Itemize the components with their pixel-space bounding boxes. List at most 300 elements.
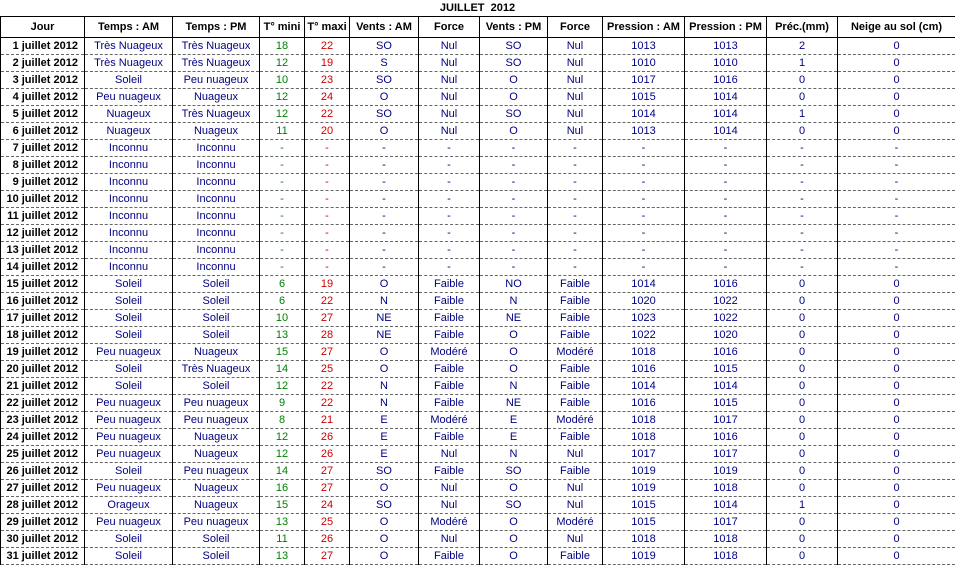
weather-table bbox=[0, 17, 955, 565]
pressure-am-cell: 1015 bbox=[603, 513, 685, 530]
force-pm-cell: Faible bbox=[548, 360, 603, 377]
force-pm-cell: Nul bbox=[548, 445, 603, 462]
weather-am-cell: Inconnu bbox=[85, 173, 173, 190]
table-row bbox=[1, 224, 955, 241]
force-am-cell: Nul bbox=[419, 530, 480, 547]
temp-min-cell: 13 bbox=[260, 326, 305, 343]
temp-min-cell: - bbox=[260, 156, 305, 173]
force-pm-cell: Nul bbox=[548, 479, 603, 496]
temp-max-cell: 27 bbox=[305, 547, 350, 564]
wind-am-cell: O bbox=[350, 530, 419, 547]
pressure-pm-cell: 1017 bbox=[685, 445, 767, 462]
pressure-pm-cell: 1017 bbox=[685, 513, 767, 530]
temp-max-cell: - bbox=[305, 139, 350, 156]
pressure-am-cell: - bbox=[603, 258, 685, 275]
weather-am-cell: Soleil bbox=[85, 547, 173, 564]
table-row bbox=[1, 122, 955, 139]
date-cell: 15 juillet 2012 bbox=[1, 275, 85, 292]
wind-pm-cell: N bbox=[480, 377, 548, 394]
force-pm-cell: Faible bbox=[548, 292, 603, 309]
weather-am-cell: Peu nuageux bbox=[85, 445, 173, 462]
pressure-am-cell: - bbox=[603, 156, 685, 173]
pressure-am-cell: 1017 bbox=[603, 71, 685, 88]
temp-min-cell: 12 bbox=[260, 445, 305, 462]
header-vents-am: Vents : AM bbox=[350, 17, 419, 37]
temp-min-cell: - bbox=[260, 258, 305, 275]
pressure-am-cell: 1022 bbox=[603, 326, 685, 343]
snow-cell: 0 bbox=[838, 275, 955, 292]
weather-pm-cell: Soleil bbox=[173, 326, 260, 343]
temp-max-cell: 25 bbox=[305, 360, 350, 377]
weather-am-cell: Nuageux bbox=[85, 122, 173, 139]
force-am-cell: Faible bbox=[419, 292, 480, 309]
snow-cell: 0 bbox=[838, 292, 955, 309]
force-am-cell: - bbox=[419, 139, 480, 156]
sheet-title: JUILLET 2012 bbox=[0, 0, 955, 17]
pressure-pm-cell: - bbox=[685, 139, 767, 156]
precip-cell: 0 bbox=[767, 547, 838, 564]
weather-pm-cell: Très Nuageux bbox=[173, 54, 260, 71]
pressure-am-cell: 1019 bbox=[603, 547, 685, 564]
wind-pm-cell: O bbox=[480, 530, 548, 547]
wind-am-cell: - bbox=[350, 258, 419, 275]
table-row bbox=[1, 156, 955, 173]
pressure-pm-cell: 1014 bbox=[685, 377, 767, 394]
force-pm-cell: - bbox=[548, 241, 603, 258]
weather-am-cell: Inconnu bbox=[85, 258, 173, 275]
weather-pm-cell: Soleil bbox=[173, 530, 260, 547]
date-cell: 21 juillet 2012 bbox=[1, 377, 85, 394]
date-cell: 26 juillet 2012 bbox=[1, 462, 85, 479]
weather-am-cell: Soleil bbox=[85, 275, 173, 292]
force-am-cell: Faible bbox=[419, 547, 480, 564]
pressure-am-cell: 1018 bbox=[603, 530, 685, 547]
precip-cell: 1 bbox=[767, 54, 838, 71]
temp-min-cell: 18 bbox=[260, 37, 305, 54]
pressure-am-cell: - bbox=[603, 224, 685, 241]
precip-cell: 0 bbox=[767, 513, 838, 530]
force-am-cell: - bbox=[419, 173, 480, 190]
wind-am-cell: - bbox=[350, 173, 419, 190]
weather-am-cell: Soleil bbox=[85, 530, 173, 547]
temp-min-cell: - bbox=[260, 173, 305, 190]
snow-cell: 0 bbox=[838, 122, 955, 139]
force-am-cell: Nul bbox=[419, 445, 480, 462]
date-cell: 17 juillet 2012 bbox=[1, 309, 85, 326]
snow-cell: 0 bbox=[838, 377, 955, 394]
precip-cell: 0 bbox=[767, 377, 838, 394]
date-cell: 19 juillet 2012 bbox=[1, 343, 85, 360]
temp-min-cell: 12 bbox=[260, 88, 305, 105]
force-pm-cell: Nul bbox=[548, 105, 603, 122]
force-am-cell: - bbox=[419, 190, 480, 207]
force-am-cell: - bbox=[419, 207, 480, 224]
force-am-cell: Modéré bbox=[419, 513, 480, 530]
precip-cell: 0 bbox=[767, 292, 838, 309]
table-row bbox=[1, 360, 955, 377]
force-am-cell: Nul bbox=[419, 479, 480, 496]
weather-am-cell: Inconnu bbox=[85, 224, 173, 241]
force-pm-cell: Nul bbox=[548, 37, 603, 54]
pressure-pm-cell: 1016 bbox=[685, 71, 767, 88]
wind-pm-cell: E bbox=[480, 428, 548, 445]
pressure-am-cell: 1020 bbox=[603, 292, 685, 309]
wind-pm-cell: SO bbox=[480, 37, 548, 54]
wind-pm-cell: O bbox=[480, 343, 548, 360]
pressure-pm-cell: 1014 bbox=[685, 122, 767, 139]
force-am-cell: Nul bbox=[419, 54, 480, 71]
wind-pm-cell: N bbox=[480, 445, 548, 462]
wind-pm-cell: - bbox=[480, 173, 548, 190]
pressure-pm-cell: 1019 bbox=[685, 462, 767, 479]
force-am-cell: Nul bbox=[419, 71, 480, 88]
header-temps-am: Temps : AM bbox=[85, 17, 173, 37]
precip-cell: 0 bbox=[767, 326, 838, 343]
force-pm-cell: Modéré bbox=[548, 343, 603, 360]
temp-max-cell: 26 bbox=[305, 445, 350, 462]
temp-min-cell: 14 bbox=[260, 462, 305, 479]
pressure-pm-cell: 1022 bbox=[685, 309, 767, 326]
snow-cell: 0 bbox=[838, 428, 955, 445]
weather-pm-cell: Inconnu bbox=[173, 224, 260, 241]
temp-min-cell: - bbox=[260, 241, 305, 258]
wind-pm-cell: O bbox=[480, 122, 548, 139]
weather-pm-cell: Inconnu bbox=[173, 258, 260, 275]
wind-pm-cell: SO bbox=[480, 105, 548, 122]
weather-am-cell: Inconnu bbox=[85, 139, 173, 156]
pressure-am-cell: - bbox=[603, 241, 685, 258]
pressure-pm-cell: 1022 bbox=[685, 292, 767, 309]
wind-pm-cell: SO bbox=[480, 496, 548, 513]
snow-cell: 0 bbox=[838, 343, 955, 360]
force-am-cell: Faible bbox=[419, 394, 480, 411]
wind-am-cell: O bbox=[350, 122, 419, 139]
temp-min-cell: 15 bbox=[260, 343, 305, 360]
force-pm-cell: - bbox=[548, 207, 603, 224]
snow-cell: 0 bbox=[838, 37, 955, 54]
table-row bbox=[1, 513, 955, 530]
weather-pm-cell: Nuageux bbox=[173, 343, 260, 360]
header-temps-pm: Temps : PM bbox=[173, 17, 260, 37]
pressure-pm-cell: - bbox=[685, 190, 767, 207]
temp-max-cell: - bbox=[305, 241, 350, 258]
pressure-pm-cell: - bbox=[685, 224, 767, 241]
precip-cell: - bbox=[767, 258, 838, 275]
pressure-pm-cell: - bbox=[685, 173, 767, 190]
date-cell: 7 juillet 2012 bbox=[1, 139, 85, 156]
pressure-pm-cell: - bbox=[685, 241, 767, 258]
weather-pm-cell: Soleil bbox=[173, 377, 260, 394]
weather-pm-cell: Nuageux bbox=[173, 122, 260, 139]
weather-pm-cell: Inconnu bbox=[173, 190, 260, 207]
temp-min-cell: - bbox=[260, 190, 305, 207]
temp-min-cell: 10 bbox=[260, 309, 305, 326]
temp-max-cell: 26 bbox=[305, 428, 350, 445]
force-pm-cell: - bbox=[548, 258, 603, 275]
temp-max-cell: 22 bbox=[305, 377, 350, 394]
precip-cell: 0 bbox=[767, 122, 838, 139]
weather-am-cell: Inconnu bbox=[85, 241, 173, 258]
weather-am-cell: Très Nuageux bbox=[85, 37, 173, 54]
pressure-am-cell: 1018 bbox=[603, 428, 685, 445]
precip-cell: 0 bbox=[767, 445, 838, 462]
pressure-pm-cell: 1015 bbox=[685, 394, 767, 411]
wind-pm-cell: SO bbox=[480, 462, 548, 479]
temp-min-cell: 14 bbox=[260, 360, 305, 377]
pressure-pm-cell: 1013 bbox=[685, 37, 767, 54]
wind-pm-cell: O bbox=[480, 88, 548, 105]
weather-am-cell: Soleil bbox=[85, 377, 173, 394]
force-pm-cell: Nul bbox=[548, 122, 603, 139]
table-row bbox=[1, 241, 955, 258]
wind-am-cell: SO bbox=[350, 37, 419, 54]
pressure-pm-cell: 1016 bbox=[685, 343, 767, 360]
temp-min-cell: 9 bbox=[260, 394, 305, 411]
temp-min-cell: 12 bbox=[260, 105, 305, 122]
force-pm-cell: Modéré bbox=[548, 411, 603, 428]
force-am-cell: - bbox=[419, 156, 480, 173]
weather-am-cell: Inconnu bbox=[85, 190, 173, 207]
precip-cell: 1 bbox=[767, 496, 838, 513]
date-cell: 27 juillet 2012 bbox=[1, 479, 85, 496]
weather-am-cell: Inconnu bbox=[85, 156, 173, 173]
snow-cell: - bbox=[838, 190, 955, 207]
date-cell: 5 juillet 2012 bbox=[1, 105, 85, 122]
wind-am-cell: E bbox=[350, 411, 419, 428]
weather-pm-cell: Inconnu bbox=[173, 241, 260, 258]
snow-cell: 0 bbox=[838, 479, 955, 496]
wind-am-cell: N bbox=[350, 292, 419, 309]
wind-pm-cell: - bbox=[480, 139, 548, 156]
snow-cell: 0 bbox=[838, 88, 955, 105]
force-pm-cell: Faible bbox=[548, 428, 603, 445]
weather-am-cell: Soleil bbox=[85, 71, 173, 88]
temp-max-cell: 22 bbox=[305, 292, 350, 309]
weather-pm-cell: Inconnu bbox=[173, 173, 260, 190]
weather-am-cell: Nuageux bbox=[85, 105, 173, 122]
temp-max-cell: 28 bbox=[305, 326, 350, 343]
wind-am-cell: - bbox=[350, 156, 419, 173]
temp-min-cell: 8 bbox=[260, 411, 305, 428]
force-am-cell: Modéré bbox=[419, 411, 480, 428]
temp-max-cell: 27 bbox=[305, 343, 350, 360]
force-am-cell: Nul bbox=[419, 122, 480, 139]
pressure-pm-cell: - bbox=[685, 258, 767, 275]
pressure-am-cell: - bbox=[603, 190, 685, 207]
precip-cell: - bbox=[767, 207, 838, 224]
snow-cell: 0 bbox=[838, 309, 955, 326]
snow-cell: - bbox=[838, 139, 955, 156]
precip-cell: 0 bbox=[767, 394, 838, 411]
date-cell: 12 juillet 2012 bbox=[1, 224, 85, 241]
force-pm-cell: Faible bbox=[548, 462, 603, 479]
force-am-cell: Nul bbox=[419, 88, 480, 105]
table-row bbox=[1, 54, 955, 71]
wind-am-cell: - bbox=[350, 224, 419, 241]
snow-cell: 0 bbox=[838, 71, 955, 88]
temp-max-cell: 27 bbox=[305, 462, 350, 479]
force-pm-cell: Nul bbox=[548, 496, 603, 513]
force-pm-cell: Nul bbox=[548, 88, 603, 105]
wind-pm-cell: NO bbox=[480, 275, 548, 292]
snow-cell: 0 bbox=[838, 530, 955, 547]
weather-am-cell: Peu nuageux bbox=[85, 428, 173, 445]
wind-pm-cell: - bbox=[480, 156, 548, 173]
table-row bbox=[1, 105, 955, 122]
pressure-pm-cell: 1014 bbox=[685, 496, 767, 513]
wind-am-cell: O bbox=[350, 479, 419, 496]
wind-am-cell: - bbox=[350, 139, 419, 156]
temp-min-cell: 12 bbox=[260, 428, 305, 445]
force-am-cell: Faible bbox=[419, 309, 480, 326]
table-row bbox=[1, 530, 955, 547]
date-cell: 4 juillet 2012 bbox=[1, 88, 85, 105]
precip-cell: 1 bbox=[767, 105, 838, 122]
force-pm-cell: Nul bbox=[548, 530, 603, 547]
precip-cell: 0 bbox=[767, 343, 838, 360]
temp-min-cell: 12 bbox=[260, 54, 305, 71]
force-pm-cell: - bbox=[548, 173, 603, 190]
pressure-am-cell: 1014 bbox=[603, 275, 685, 292]
force-am-cell: Nul bbox=[419, 105, 480, 122]
table-row bbox=[1, 462, 955, 479]
snow-cell: 0 bbox=[838, 394, 955, 411]
header-row bbox=[1, 17, 955, 37]
wind-pm-cell: NE bbox=[480, 394, 548, 411]
table-row bbox=[1, 496, 955, 513]
force-am-cell: Nul bbox=[419, 37, 480, 54]
weather-pm-cell: Peu nuageux bbox=[173, 411, 260, 428]
weather-pm-cell: Peu nuageux bbox=[173, 71, 260, 88]
wind-am-cell: E bbox=[350, 445, 419, 462]
force-pm-cell: - bbox=[548, 156, 603, 173]
temp-max-cell: 27 bbox=[305, 479, 350, 496]
table-row bbox=[1, 292, 955, 309]
pressure-am-cell: 1015 bbox=[603, 496, 685, 513]
pressure-am-cell: 1015 bbox=[603, 88, 685, 105]
temp-max-cell: 25 bbox=[305, 513, 350, 530]
temp-min-cell: 12 bbox=[260, 377, 305, 394]
weather-am-cell: Soleil bbox=[85, 462, 173, 479]
weather-am-cell: Orageux bbox=[85, 496, 173, 513]
wind-pm-cell: SO bbox=[480, 54, 548, 71]
temp-min-cell: - bbox=[260, 224, 305, 241]
date-cell: 30 juillet 2012 bbox=[1, 530, 85, 547]
snow-cell: - bbox=[838, 224, 955, 241]
temp-max-cell: - bbox=[305, 224, 350, 241]
table-row bbox=[1, 275, 955, 292]
weather-am-cell: Peu nuageux bbox=[85, 394, 173, 411]
wind-pm-cell: - bbox=[480, 207, 548, 224]
weather-am-cell: Soleil bbox=[85, 360, 173, 377]
header-pression-pm: Pression : PM bbox=[685, 17, 767, 37]
weather-am-cell: Inconnu bbox=[85, 207, 173, 224]
temp-max-cell: 21 bbox=[305, 411, 350, 428]
weather-pm-cell: Nuageux bbox=[173, 445, 260, 462]
date-cell: 20 juillet 2012 bbox=[1, 360, 85, 377]
wind-am-cell: NE bbox=[350, 309, 419, 326]
pressure-am-cell: 1014 bbox=[603, 105, 685, 122]
header-neige: Neige au sol (cm) bbox=[838, 17, 955, 37]
wind-pm-cell: O bbox=[480, 71, 548, 88]
wind-am-cell: O bbox=[350, 547, 419, 564]
pressure-am-cell: 1018 bbox=[603, 411, 685, 428]
temp-max-cell: - bbox=[305, 173, 350, 190]
force-am-cell: Modéré bbox=[419, 343, 480, 360]
wind-pm-cell: O bbox=[480, 547, 548, 564]
force-pm-cell: Nul bbox=[548, 54, 603, 71]
wind-am-cell: O bbox=[350, 343, 419, 360]
pressure-am-cell: 1014 bbox=[603, 377, 685, 394]
precip-cell: - bbox=[767, 224, 838, 241]
date-cell: 13 juillet 2012 bbox=[1, 241, 85, 258]
wind-am-cell: SO bbox=[350, 105, 419, 122]
force-pm-cell: Faible bbox=[548, 275, 603, 292]
wind-pm-cell: - bbox=[480, 241, 548, 258]
precip-cell: - bbox=[767, 241, 838, 258]
date-cell: 9 juillet 2012 bbox=[1, 173, 85, 190]
pressure-pm-cell: 1016 bbox=[685, 428, 767, 445]
pressure-pm-cell: 1016 bbox=[685, 275, 767, 292]
weather-pm-cell: Soleil bbox=[173, 309, 260, 326]
temp-max-cell: - bbox=[305, 190, 350, 207]
weather-am-cell: Peu nuageux bbox=[85, 343, 173, 360]
temp-max-cell: 22 bbox=[305, 37, 350, 54]
force-pm-cell: Nul bbox=[548, 71, 603, 88]
date-cell: 1 juillet 2012 bbox=[1, 37, 85, 54]
weather-pm-cell: Soleil bbox=[173, 292, 260, 309]
date-cell: 6 juillet 2012 bbox=[1, 122, 85, 139]
wind-am-cell: N bbox=[350, 377, 419, 394]
table-row bbox=[1, 428, 955, 445]
pressure-am-cell: 1017 bbox=[603, 445, 685, 462]
weather-am-cell: Très Nuageux bbox=[85, 54, 173, 71]
date-cell: 11 juillet 2012 bbox=[1, 207, 85, 224]
force-am-cell: Faible bbox=[419, 275, 480, 292]
table-row bbox=[1, 411, 955, 428]
table-row bbox=[1, 190, 955, 207]
temp-max-cell: - bbox=[305, 258, 350, 275]
weather-pm-cell: Inconnu bbox=[173, 207, 260, 224]
header-jour: Jour bbox=[1, 17, 85, 37]
temp-max-cell: 24 bbox=[305, 496, 350, 513]
precip-cell: 0 bbox=[767, 275, 838, 292]
force-am-cell: Faible bbox=[419, 377, 480, 394]
temp-min-cell: 6 bbox=[260, 292, 305, 309]
precip-cell: - bbox=[767, 173, 838, 190]
pressure-am-cell: - bbox=[603, 139, 685, 156]
force-am-cell: Nul bbox=[419, 496, 480, 513]
pressure-am-cell: - bbox=[603, 173, 685, 190]
weather-pm-cell: Très Nuageux bbox=[173, 105, 260, 122]
wind-am-cell: O bbox=[350, 88, 419, 105]
pressure-am-cell: 1013 bbox=[603, 37, 685, 54]
header-vents-pm: Vents : PM bbox=[480, 17, 548, 37]
pressure-pm-cell: 1015 bbox=[685, 360, 767, 377]
temp-max-cell: 19 bbox=[305, 54, 350, 71]
wind-am-cell: - bbox=[350, 190, 419, 207]
weather-am-cell: Soleil bbox=[85, 309, 173, 326]
snow-cell: 0 bbox=[838, 105, 955, 122]
precip-cell: 0 bbox=[767, 71, 838, 88]
date-cell: 24 juillet 2012 bbox=[1, 428, 85, 445]
weather-pm-cell: Inconnu bbox=[173, 139, 260, 156]
precip-cell: - bbox=[767, 190, 838, 207]
snow-cell: 0 bbox=[838, 462, 955, 479]
pressure-am-cell: 1010 bbox=[603, 54, 685, 71]
force-am-cell: - bbox=[419, 224, 480, 241]
table-row bbox=[1, 37, 955, 54]
